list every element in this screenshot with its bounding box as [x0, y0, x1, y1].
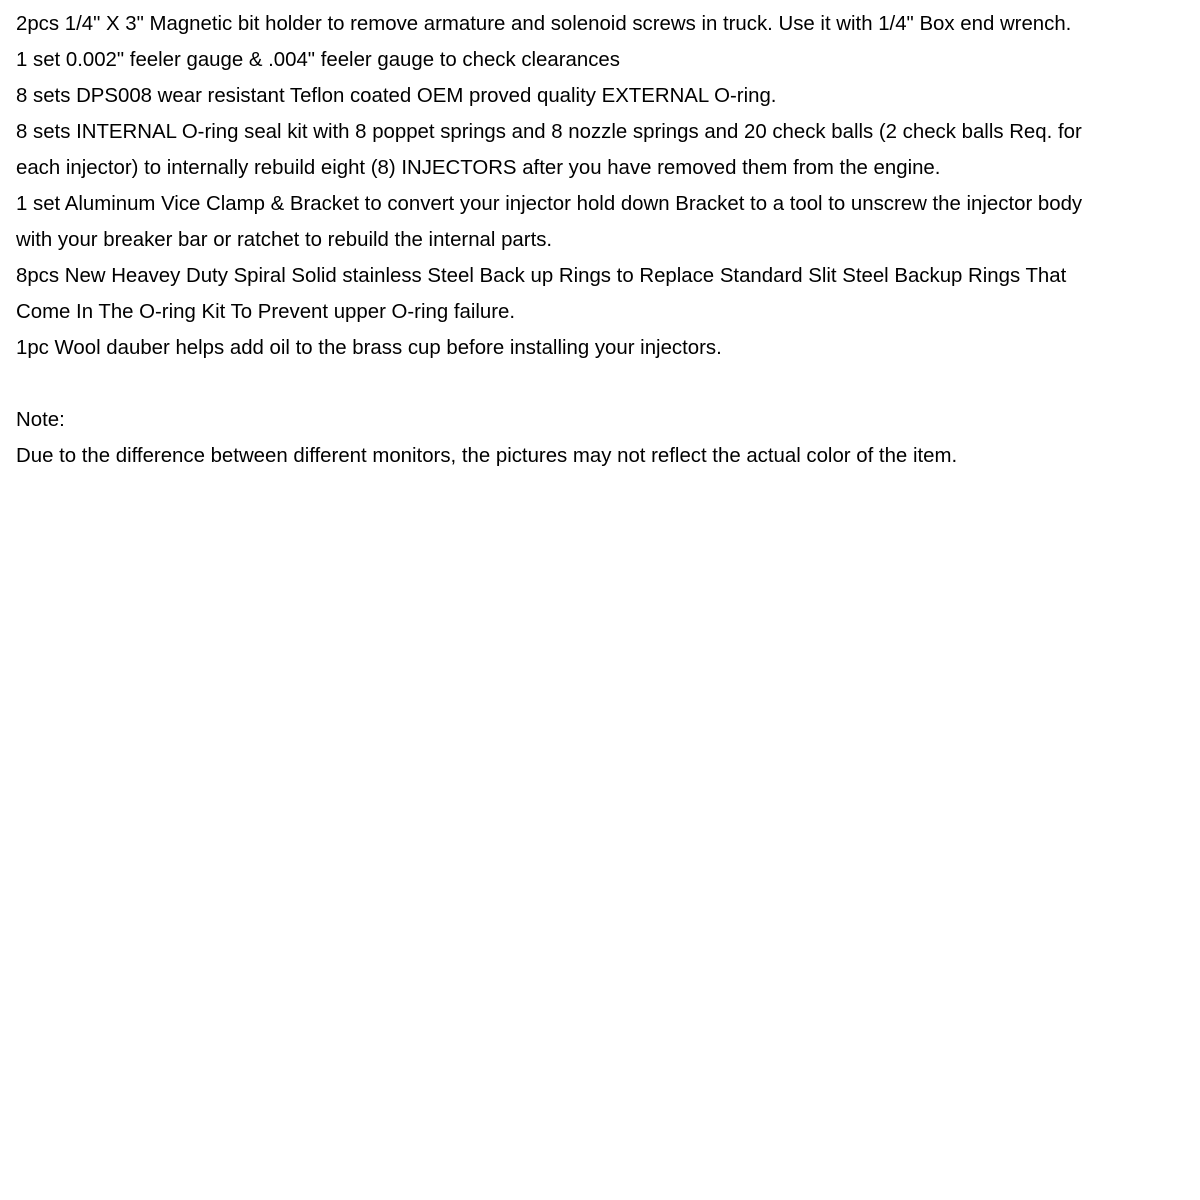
item-line-6: 1 set Aluminum Vice Clamp & Bracket to convert your injector hold down Bracket to a tool to unscrew the injector body [16, 193, 1083, 215]
item-line-10: 1pc Wool dauber helps add oil to the brass cup before installing your injectors. [16, 337, 722, 359]
note-text: Due to the difference between different monitors, the pictures may not reflect the actual color of the item. [16, 445, 958, 467]
item-line-4: 8 sets INTERNAL O-ring seal kit with 8 poppet springs and 8 nozzle springs and 20 check balls (2 check balls Req. for [16, 121, 1082, 143]
item-line-7: with your breaker bar or ratchet to rebuild the internal parts. [16, 229, 553, 251]
product-description [16, 6, 1188, 474]
item-line-2: 1 set 0.002" feeler gauge & .004" feeler gauge to check clearances [16, 49, 620, 71]
item-line-3: 8 sets DPS008 wear resistant Teflon coated OEM proved quality EXTERNAL O-ring. [16, 85, 777, 107]
note-heading: Note: [16, 409, 65, 431]
item-line-8: 8pcs New Heavey Duty Spiral Solid stainless Steel Back up Rings to Replace Standard Slit Steel Backup Rings That [16, 265, 1067, 287]
item-line-5: each injector) to internally rebuild eight (8) INJECTORS after you have removed them from the engine. [16, 157, 941, 179]
item-line-9: Come In The O-ring Kit To Prevent upper O-ring failure. [16, 301, 516, 323]
item-line-1: 2pcs 1/4" X 3" Magnetic bit holder to remove armature and solenoid screws in truck. Use it with 1/4" Box end wrench. [16, 13, 1072, 35]
spacer [16, 366, 1188, 402]
